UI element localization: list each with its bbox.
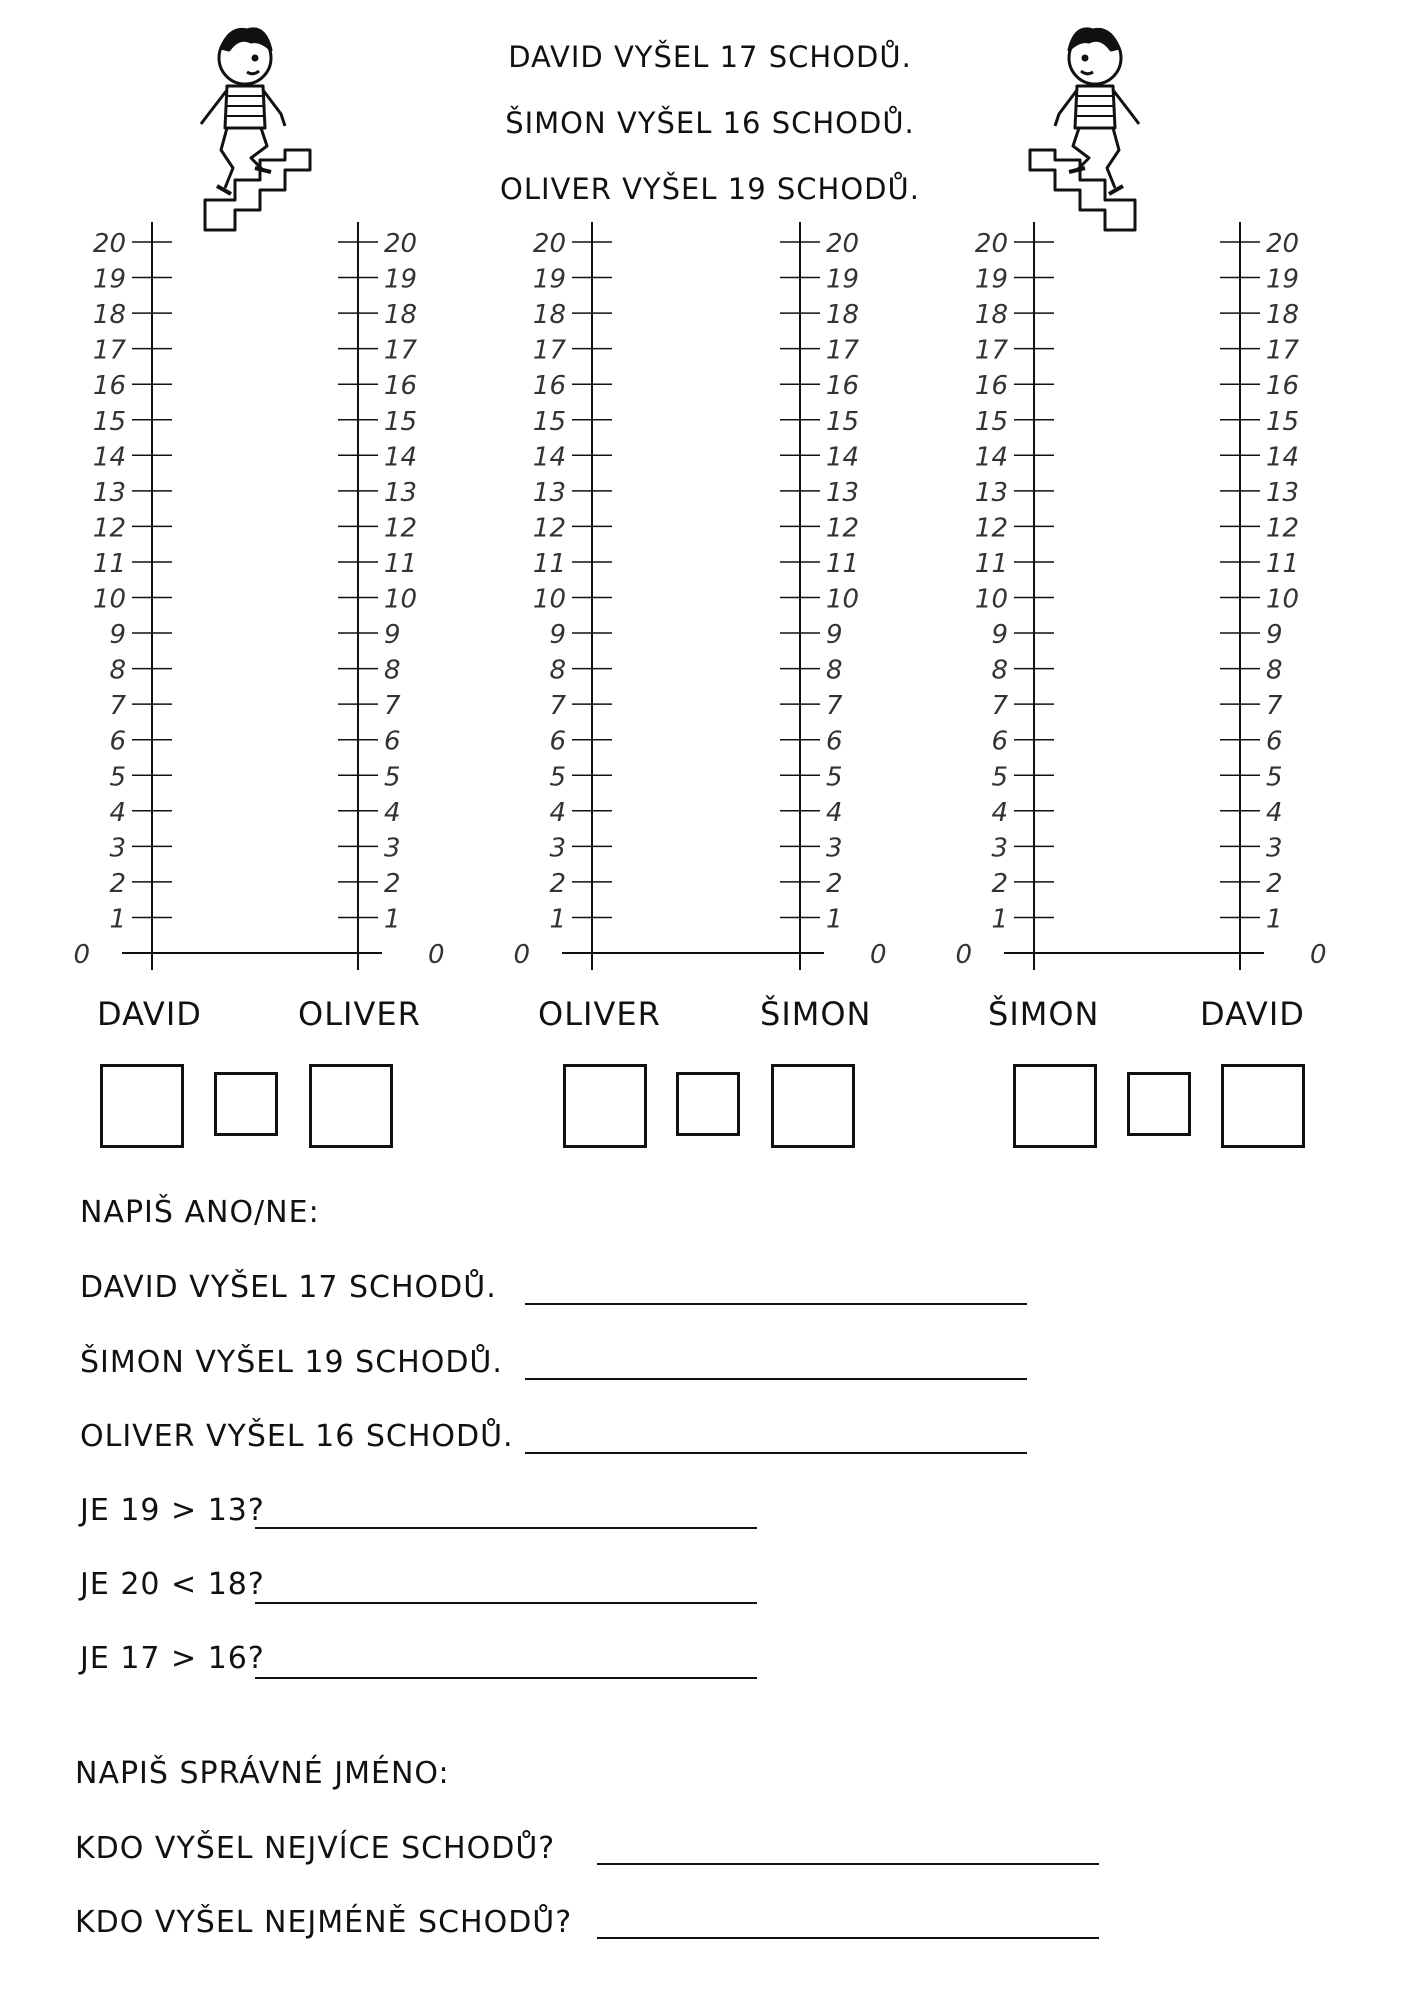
scale-tick-label: 1 [826, 904, 843, 935]
scale-tick-label: 10 [1266, 584, 1300, 615]
scale-tick-label: 19 [826, 264, 860, 295]
scale-1-right-name: OLIVER [298, 995, 421, 1033]
comparison-answer-box[interactable] [1221, 1064, 1305, 1148]
scale-tick-label: 7 [826, 691, 843, 722]
scale-tick-label: 20 [532, 229, 566, 259]
scale-tick-label: 8 [549, 655, 566, 686]
comparison-sign-box[interactable] [214, 1072, 278, 1136]
scale-tick-label: 2 [826, 868, 843, 899]
scale-tick-label: 10 [974, 584, 1008, 615]
scale-tick-label: 9 [384, 620, 401, 651]
scale-tick-label: 6 [109, 726, 126, 757]
comparison-sign-box[interactable] [1127, 1072, 1191, 1136]
scale-tick-label: 18 [92, 300, 126, 331]
scale-tick-label: 12 [532, 513, 566, 544]
scale-tick-label: 7 [384, 691, 401, 722]
yes-no-question-1: DAVID VYŠEL 17 SCHODŮ. [80, 1270, 497, 1305]
scale-tick-label: 0 [73, 940, 90, 970]
scale-tick-label: 6 [1266, 726, 1283, 757]
scale-tick-label: 13 [826, 477, 860, 508]
yes-no-question-6: JE 17 > 16? [80, 1641, 265, 1676]
scale-tick-label: 19 [92, 264, 126, 295]
scale-tick-label: 6 [384, 726, 401, 757]
scale-tick-label: 20 [826, 229, 860, 259]
scale-tick-label: 8 [991, 655, 1008, 686]
scale-3-left-name: ŠIMON [988, 995, 1100, 1033]
scale-tick-label: 15 [532, 406, 566, 437]
answer-line[interactable] [525, 1452, 1027, 1454]
scale-tick-label: 9 [991, 620, 1008, 651]
scale-tick-label: 8 [109, 655, 126, 686]
scale-tick-label: 5 [991, 762, 1008, 793]
scale-tick-label: 16 [92, 371, 126, 402]
yes-no-question-3: OLIVER VYŠEL 16 SCHODŮ. [80, 1419, 514, 1454]
scale-tick-label: 16 [826, 371, 860, 402]
names-question-1: KDO VYŠEL NEJVÍCE SCHODŮ? [75, 1831, 556, 1866]
scale-tick-label: 0 [513, 940, 530, 970]
answer-line[interactable] [525, 1303, 1027, 1305]
scale-tick-label: 3 [384, 833, 401, 864]
number-line-scales [0, 210, 1414, 970]
scale-tick-label: 15 [92, 406, 126, 437]
scale-tick-label: 13 [532, 477, 566, 508]
answer-line[interactable] [525, 1378, 1027, 1380]
comparison-answer-box[interactable] [309, 1064, 393, 1148]
scale-tick-label: 9 [1266, 620, 1283, 651]
scale-tick-label: 6 [826, 726, 843, 757]
scale-tick-label: 13 [974, 477, 1008, 508]
scale-tick-label: 19 [1266, 264, 1300, 295]
scale-3-right-name: DAVID [1200, 995, 1305, 1033]
scale-tick-label: 17 [826, 335, 860, 366]
scale-tick-label: 13 [384, 477, 418, 508]
scale-tick-label: 7 [1266, 691, 1283, 722]
scale-tick-label: 3 [1266, 833, 1283, 864]
scale-tick-label: 2 [384, 868, 401, 899]
scale-tick-label: 13 [92, 477, 126, 508]
scale-tick-label: 1 [991, 904, 1008, 935]
boy-climbing-stairs-illustration [1015, 20, 1155, 235]
scale-tick-label: 4 [384, 797, 401, 828]
scale-tick-label: 0 [428, 940, 445, 970]
header-line-2: ŠIMON VYŠEL 16 SCHODŮ. [505, 106, 915, 140]
scale-tick-label: 12 [974, 513, 1008, 544]
scale-tick-label: 5 [1266, 762, 1283, 793]
scale-tick-label: 11 [384, 548, 418, 579]
scale-tick-label: 17 [92, 335, 126, 366]
scale-tick-label: 11 [532, 548, 566, 579]
scale-tick-label: 18 [826, 300, 860, 331]
scale-tick-label: 7 [991, 691, 1008, 722]
scale-tick-label: 6 [549, 726, 566, 757]
scale-tick-label: 2 [109, 868, 126, 899]
scale-tick-label: 20 [1266, 229, 1300, 259]
header-line-3: OLIVER VYŠEL 19 SCHODŮ. [500, 172, 920, 206]
yes-no-question-5: JE 20 < 18? [80, 1567, 265, 1602]
scale-tick-label: 10 [532, 584, 566, 615]
scale-tick-label: 14 [826, 442, 860, 473]
scale-tick-label: 4 [549, 797, 566, 828]
scale-tick-label: 11 [826, 548, 860, 579]
scale-tick-label: 0 [870, 940, 887, 970]
names-heading: NAPIŠ SPRÁVNÉ JMÉNO: [75, 1756, 450, 1791]
scale-tick-label: 1 [384, 904, 401, 935]
scale-tick-label: 19 [532, 264, 566, 295]
scale-tick-label: 3 [549, 833, 566, 864]
scale-tick-label: 17 [1266, 335, 1300, 366]
scale-tick-label: 11 [92, 548, 126, 579]
yes-no-question-4: JE 19 > 13? [80, 1493, 265, 1528]
answer-line[interactable] [255, 1677, 757, 1679]
scale-tick-label: 4 [1266, 797, 1283, 828]
comparison-answer-box[interactable] [1013, 1064, 1097, 1148]
scale-tick-label: 14 [974, 442, 1008, 473]
scale-tick-label: 11 [1266, 548, 1300, 579]
answer-line[interactable] [597, 1937, 1099, 1939]
scale-tick-label: 15 [1266, 406, 1300, 437]
scale-tick-label: 19 [974, 264, 1008, 295]
scale-tick-label: 20 [384, 229, 418, 259]
scale-tick-label: 4 [109, 797, 126, 828]
comparison-sign-box[interactable] [676, 1072, 740, 1136]
answer-line[interactable] [255, 1527, 757, 1529]
scale-tick-label: 10 [826, 584, 860, 615]
scale-tick-label: 7 [549, 691, 566, 722]
scale-tick-label: 19 [384, 264, 418, 295]
scale-tick-label: 3 [826, 833, 843, 864]
scale-tick-label: 14 [532, 442, 566, 473]
scale-tick-label: 5 [549, 762, 566, 793]
scale-1-left-name: DAVID [97, 995, 202, 1033]
names-question-2: KDO VYŠEL NEJMÉNĚ SCHODŮ? [75, 1905, 573, 1940]
scale-tick-label: 11 [974, 548, 1008, 579]
scale-tick-label: 6 [991, 726, 1008, 757]
scale-tick-label: 18 [974, 300, 1008, 331]
boy-climbing-stairs-illustration [185, 20, 325, 235]
scale-tick-label: 9 [549, 620, 566, 651]
scale-tick-label: 8 [1266, 655, 1283, 686]
scale-tick-label: 18 [532, 300, 566, 331]
comparison-answer-box[interactable] [563, 1064, 647, 1148]
scale-tick-label: 14 [384, 442, 418, 473]
scale-2-right-name: ŠIMON [760, 995, 872, 1033]
scale-2-left-name: OLIVER [538, 995, 661, 1033]
scale-tick-label: 2 [1266, 868, 1283, 899]
scale-tick-label: 18 [1266, 300, 1300, 331]
scale-tick-label: 10 [384, 584, 418, 615]
scale-tick-label: 16 [1266, 371, 1300, 402]
scale-tick-label: 9 [826, 620, 843, 651]
scale-tick-label: 5 [384, 762, 401, 793]
scale-tick-label: 3 [991, 833, 1008, 864]
scale-tick-label: 14 [92, 442, 126, 473]
scale-tick-label: 1 [109, 904, 126, 935]
scale-tick-label: 20 [92, 229, 126, 259]
scale-tick-label: 0 [955, 940, 972, 970]
scale-tick-label: 4 [826, 797, 843, 828]
answer-line[interactable] [255, 1602, 757, 1604]
scale-tick-label: 12 [384, 513, 418, 544]
scale-tick-label: 1 [549, 904, 566, 935]
comparison-answer-box[interactable] [771, 1064, 855, 1148]
scale-tick-label: 20 [974, 229, 1008, 259]
header-line-1: DAVID VYŠEL 17 SCHODŮ. [508, 40, 912, 74]
scale-tick-label: 17 [532, 335, 566, 366]
comparison-answer-box[interactable] [100, 1064, 184, 1148]
scale-tick-label: 5 [109, 762, 126, 793]
scale-tick-label: 5 [826, 762, 843, 793]
yes-no-heading: NAPIŠ ANO/NE: [80, 1195, 320, 1230]
scale-tick-label: 2 [549, 868, 566, 899]
scale-tick-label: 12 [1266, 513, 1300, 544]
scale-tick-label: 13 [1266, 477, 1300, 508]
scale-tick-label: 12 [92, 513, 126, 544]
scale-tick-label: 12 [826, 513, 860, 544]
scale-tick-label: 4 [991, 797, 1008, 828]
scale-tick-label: 8 [826, 655, 843, 686]
yes-no-question-2: ŠIMON VYŠEL 19 SCHODŮ. [80, 1345, 503, 1380]
scale-tick-label: 1 [1266, 904, 1283, 935]
scale-tick-label: 2 [991, 868, 1008, 899]
scale-tick-label: 8 [384, 655, 401, 686]
scale-tick-label: 10 [92, 584, 126, 615]
scale-tick-label: 15 [826, 406, 860, 437]
scale-tick-label: 15 [384, 406, 418, 437]
scale-tick-label: 17 [384, 335, 418, 366]
scale-tick-label: 7 [109, 691, 126, 722]
scale-tick-label: 17 [974, 335, 1008, 366]
scale-tick-label: 16 [974, 371, 1008, 402]
answer-line[interactable] [597, 1863, 1099, 1865]
scale-tick-label: 3 [109, 833, 126, 864]
scale-tick-label: 16 [384, 371, 418, 402]
scale-tick-label: 0 [1310, 940, 1327, 970]
scale-tick-label: 14 [1266, 442, 1300, 473]
scale-tick-label: 18 [384, 300, 418, 331]
scale-tick-label: 9 [109, 620, 126, 651]
scale-tick-label: 15 [974, 406, 1008, 437]
scale-tick-label: 16 [532, 371, 566, 402]
